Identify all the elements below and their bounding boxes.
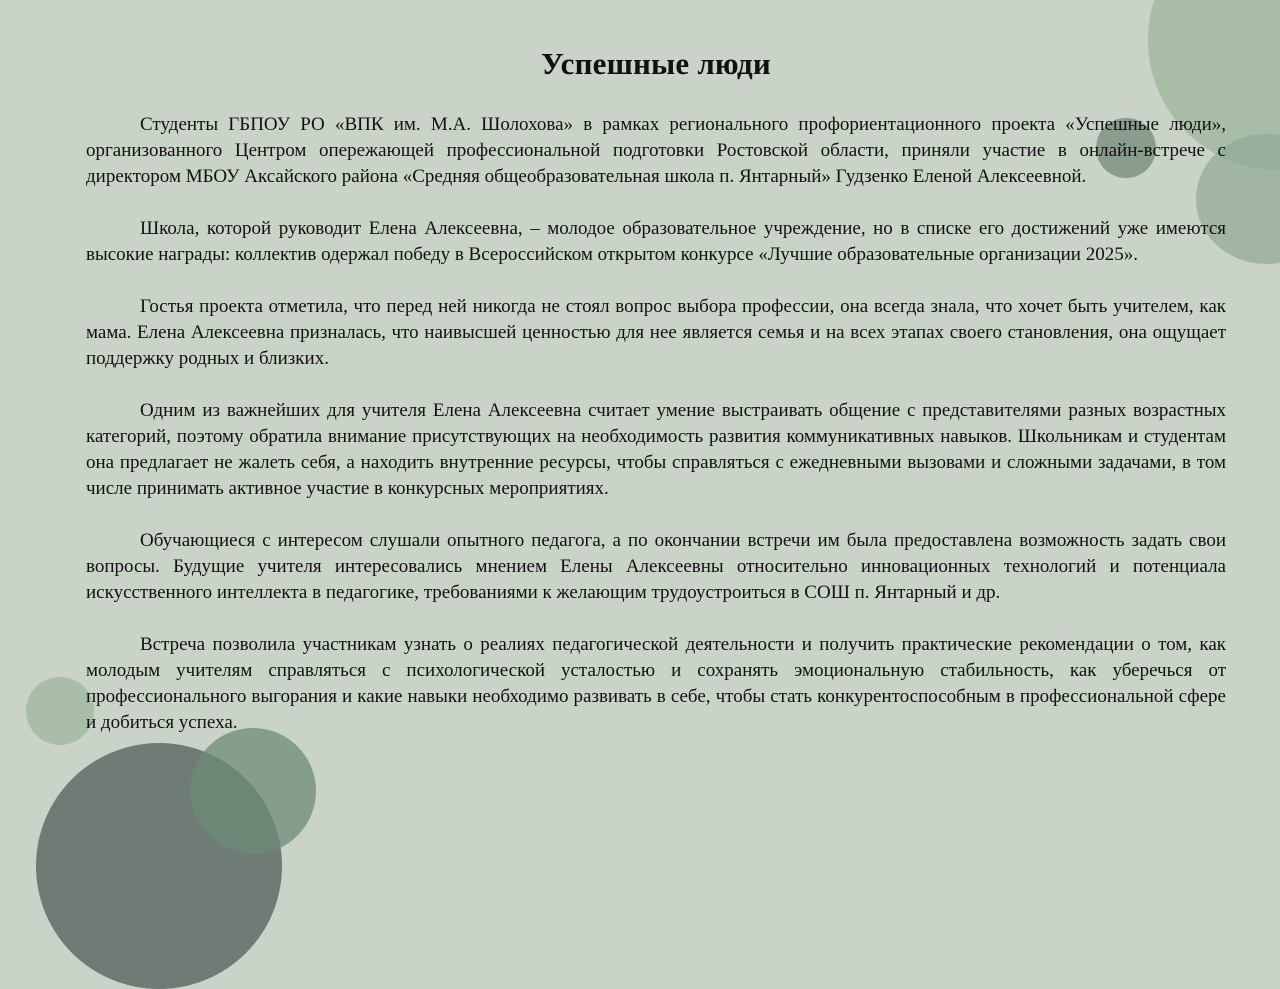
paragraph: Школа, которой руководит Елена Алексеевна, – молодое образовательное учреждение, но в списке его достижений уже имеются высокие награды: коллектив одержал победу в Всероссийском открытом конкурсе «Лучшие образовательные организации 2025». bbox=[86, 218, 1226, 265]
paragraph: Студенты ГБПОУ РО «ВПК им. М.А. Шолохова» в рамках регионального профориентационного проекта «Успешные люди», организованного Центром опережающей профессиональной подготовки Ростовской области, приняли участие в онлайн-встрече с директором МБОУ Аксайского района «Средняя общеобразовательная школа п. Янтарный» Гудзенко Еленой Алексеевной. bbox=[86, 114, 1226, 187]
page-title: Успешные люди bbox=[541, 46, 771, 81]
paragraph: Одним из важнейших для учителя Елена Алексеевна считает умение выстраивать общение с представителями разных возрастных категорий, поэтому обратила внимание присутствующих на необходимость развития коммуникативных навыков. Школьникам и студентам она предлагает не жалеть себя, а находить внутренние ресурсы, чтобы справляться с ежедневными вызовами и сложными задачами, в том числе принимать активное участие в конкурсных мероприятиях. bbox=[86, 400, 1226, 499]
paragraph: Гостья проекта отметила, что перед ней никогда не стоял вопрос выбора профессии, она всегда знала, что хочет быть учителем, как мама. Елена Алексеевна призналась, что наивысшей ценностью для нее является семья и на всех этапах своего становления, она ощущает поддержку родных и близких. bbox=[86, 296, 1226, 369]
article-body bbox=[86, 112, 1226, 736]
paragraph: Обучающиеся с интересом слушали опытного педагога, а по окончании встречи им была предоставлена возможность задать свои вопросы. Будущие учителя интересовались мнением Елены Алексеевны относительно инновационных технологий и потенциала искусственного интеллекта в педагогике, требованиями к желающим трудоустроиться в СОШ п. Янтарный и др. bbox=[86, 530, 1226, 603]
decorative-circle bbox=[26, 677, 94, 745]
paragraph: Встреча позволила участникам узнать о реалиях педагогической деятельности и получить практические рекомендации о том, как молодым учителям справляться с психологической усталостью и сохранять эмоциональную стабильность, как уберечься от профессионального выгорания и какие навыки необходимо развивать в себе, чтобы стать конкурентоспособным в профессиональной сфере и добиться успеха. bbox=[86, 634, 1226, 733]
document-page bbox=[86, 0, 1226, 762]
